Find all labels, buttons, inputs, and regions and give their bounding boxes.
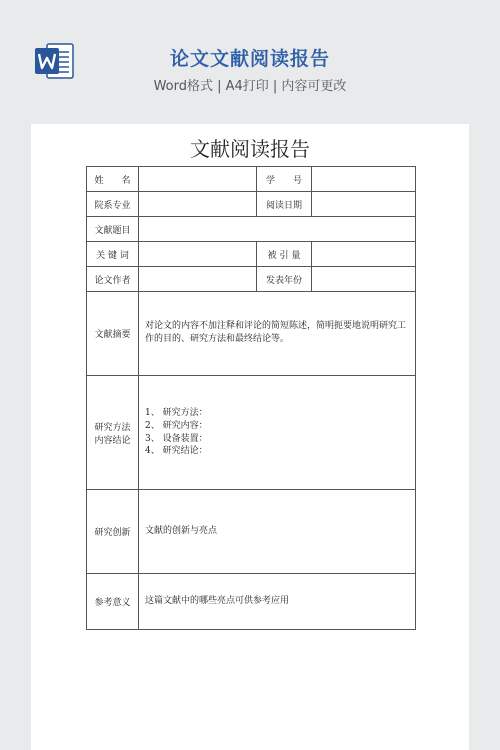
field-pub-year[interactable] — [312, 267, 416, 292]
label-cited-by: 被 引 量 — [257, 242, 312, 267]
label-topic: 文献题目 — [87, 217, 139, 242]
label-pub-year: 发表年份 — [257, 267, 312, 292]
row-innovation — [87, 490, 416, 574]
page-subtitle: Word格式 | A4打印 | 内容可更改 — [153, 79, 347, 94]
label-reference: 参考意义 — [87, 574, 139, 630]
field-authors[interactable] — [139, 267, 257, 292]
field-abstract[interactable] — [139, 292, 416, 376]
label-abstract: 文献摘要 — [87, 292, 139, 376]
row-topic — [87, 217, 416, 242]
row-method — [87, 376, 416, 490]
field-student-id[interactable] — [312, 167, 416, 192]
field-department[interactable] — [139, 192, 257, 217]
method-item: 3、 设备装置： — [145, 433, 208, 444]
row-name — [87, 167, 416, 192]
row-authors — [87, 267, 416, 292]
field-innovation[interactable] — [139, 490, 416, 574]
field-method[interactable] — [139, 376, 416, 490]
row-keywords — [87, 242, 416, 267]
field-topic[interactable] — [139, 217, 416, 242]
field-name[interactable] — [139, 167, 257, 192]
label-method-line1: 研究方法 — [94, 422, 131, 433]
label-student-id: 学 号 — [257, 167, 312, 192]
label-read-date: 阅读日期 — [257, 192, 312, 217]
row-department — [87, 192, 416, 217]
report-form-table — [86, 166, 416, 630]
field-reference[interactable] — [139, 574, 416, 630]
method-item: 4、 研究结论： — [145, 446, 208, 457]
page-title: 论文文献阅读报告 — [169, 48, 330, 70]
label-name: 姓 名 — [87, 167, 139, 192]
row-reference — [87, 574, 416, 630]
field-cited-by[interactable] — [312, 242, 416, 267]
innovation-text: 文献的创新与亮点 — [145, 525, 218, 536]
field-keywords[interactable] — [139, 242, 257, 267]
method-item: 2、 研究内容： — [145, 420, 208, 431]
document-title: 文献阅读报告 — [190, 137, 310, 161]
label-authors: 论文作者 — [87, 267, 139, 292]
label-department: 院系专业 — [87, 192, 139, 217]
field-read-date[interactable] — [312, 192, 416, 217]
label-keywords: 关 键 词 — [87, 242, 139, 267]
document-page — [31, 124, 469, 750]
label-method — [87, 376, 139, 490]
label-innovation: 研究创新 — [87, 490, 139, 574]
reference-text: 这篇文献中的哪些亮点可供参考应用 — [145, 595, 290, 606]
label-method-line2: 内容结论 — [94, 435, 131, 446]
method-item: 1、 研究方法： — [145, 408, 208, 419]
row-abstract — [87, 292, 416, 376]
header — [0, 0, 500, 118]
abstract-text: 对论文的内容不加注释和评论的简短陈述，简明扼要地说明研究工作的目的、研究方法和最终结论等。 — [145, 321, 407, 345]
